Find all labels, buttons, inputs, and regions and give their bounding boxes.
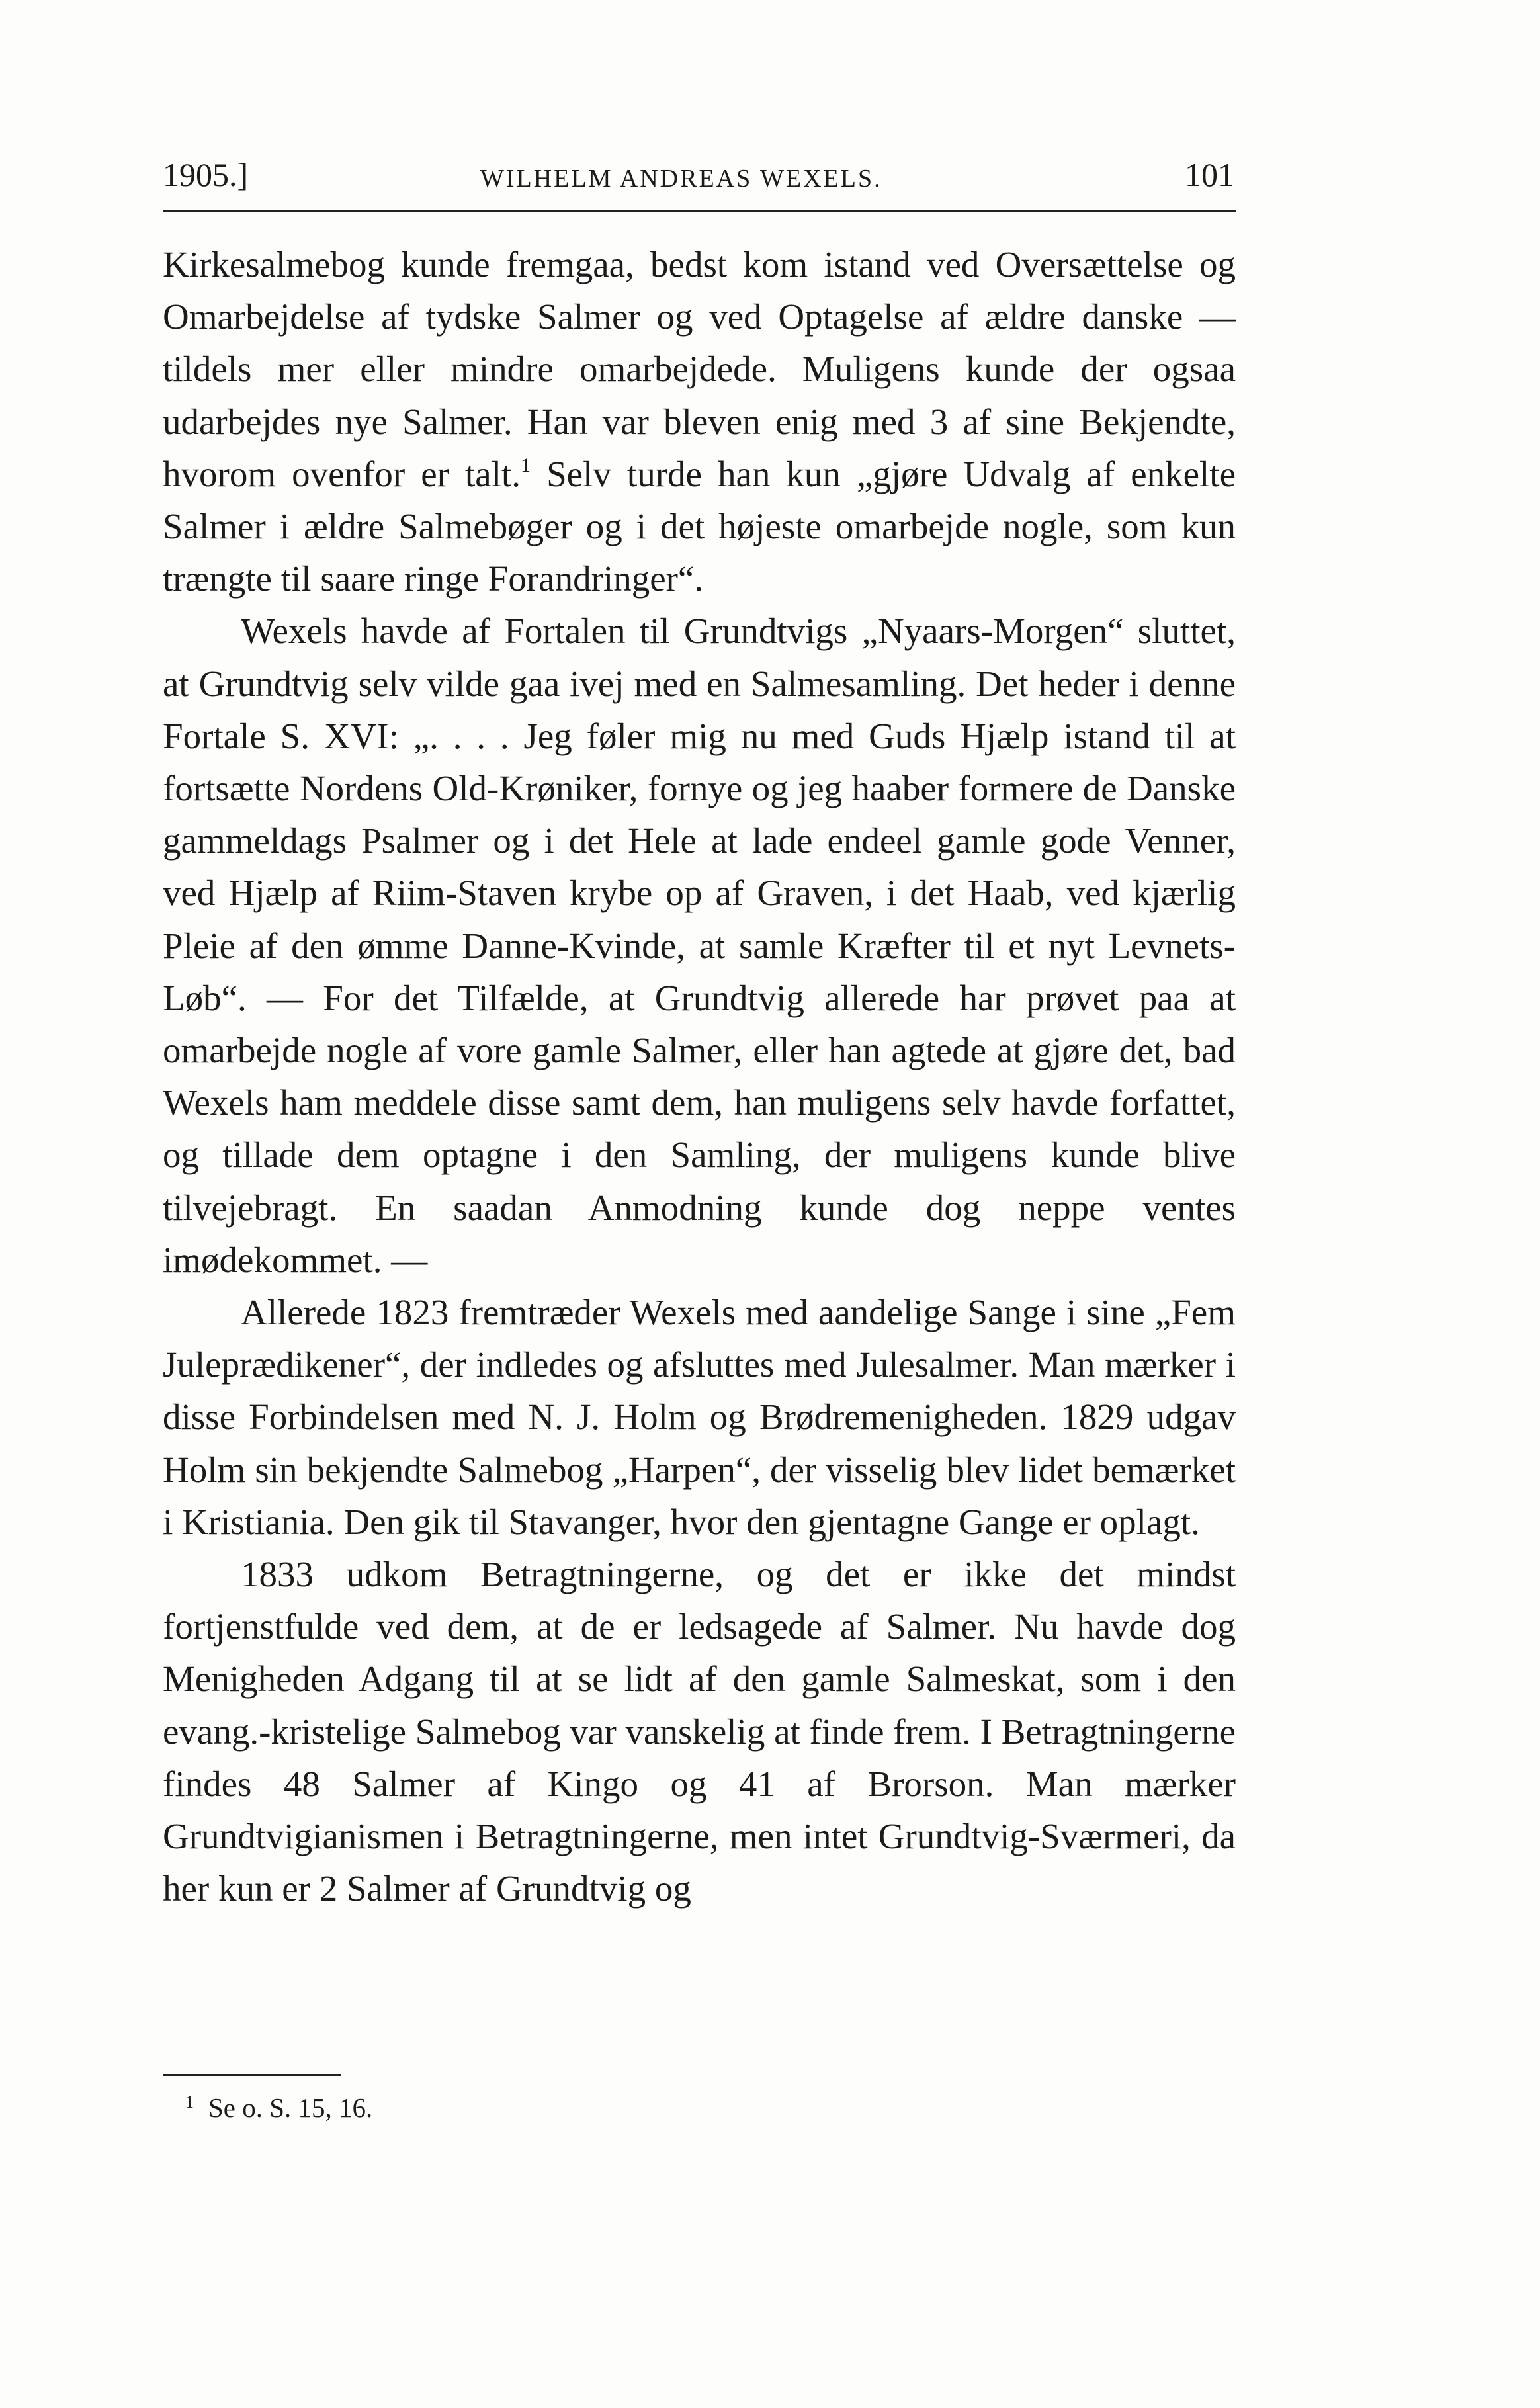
- paragraph-3: Allerede 1823 fremtræder Wexels med aandelige Sange i sine „Fem Juleprædikener“, der indledes og afsluttes med Julesalmer. Man mærker i disse Forbindelsen med N. J. Holm og Brødremenigheden. 1829 udgav Holm sin bekjendte Salmebog „Harpen“, der visselig blev lidet bemærket i Kristiania. Den gik til Stavanger, hvor den gjentagne Gange er oplagt.: [163, 1292, 1236, 1542]
- paragraph-1: [163, 238, 1236, 605]
- running-header: [163, 151, 1234, 198]
- footnote: [185, 2083, 372, 2128]
- body-text: [163, 238, 1236, 1915]
- paragraph-4: 1833 udkom Betragtningerne, og det er ikke det mindst fortjenstfulde ved dem, at de er ledsagede af Salmer. Nu havde dog Menigheden Adgang til at se lidt af den gamle Salmeskat, som i den evang.-kristelige Salmebog var vanskelig at finde frem. I Betragtningerne findes 48 Salmer af Kingo og 41 af Brorson. Man mærker Grundtvigianismen i Betragtningerne, men intet Grundtvig-Sværmeri, da her kun er 2 Salmer af Grundtvig og: [163, 1554, 1236, 1909]
- paragraph-1-part-b: Selv turde han kun „gjøre Udvalg af enkelte Salmer i ældre Salmebøger og i det højeste omarbejde nogle, som kun trængte til saare ringe Forandringer“.: [163, 453, 1236, 599]
- header-year: 1905.]: [163, 156, 249, 193]
- footnote-text: Se o. S. 15, 16.: [208, 2092, 373, 2123]
- page-number: 101: [1185, 156, 1234, 193]
- header-title: WILHELM ANDREAS WEXELS.: [480, 165, 882, 193]
- footnote-rule: [163, 2074, 341, 2076]
- footnote-marker: 1: [185, 2092, 194, 2112]
- header-rule: [163, 210, 1236, 212]
- paragraph-1-part-a: Kirkesalmebog kunde fremgaa, bedst kom istand ved Oversættelse og Omarbejdelse af tydske Salmer og ved Optagelse af ældre danske — tildels mer eller mindre omarbejdede. Muligens kunde der ogsaa udarbejdes nye Salmer. Han var bleven enig med 3 af sine Bekjendte, hvorom ovenfor er talt.: [163, 244, 1236, 494]
- paragraph-2: Wexels havde af Fortalen til Grundtvigs „Nyaars-Morgen“ sluttet, at Grundtvig selv vilde gaa ivej med en Salmesamling. Det heder i denne Fortale S. XVI: „. . . . Jeg føler mig nu med Guds Hjælp istand til at fortsætte Nordens Old-Krøniker, fornye og jeg haaber formere de Danske gammeldags Psalmer og i det Hele at lade endeel gamle gode Venner, ved Hjælp af Riim-Staven krybe op af Graven, i det Haab, ved kjærlig Pleie af den ømme Danne-Kvinde, at samle Kræfter til et nyt Levnets-Løb“. — For det Tilfælde, at Grundtvig allerede har prøvet paa at omarbejde nogle af vore gamle Salmer, eller han agtede at gjøre det, bad Wexels ham meddele disse samt dem, han muligens selv havde forfattet, og tillade dem optagne i den Samling, der muligens kunde blive tilvejebragt. En saadan Anmodning kunde dog neppe ventes imødekommet. —: [163, 611, 1236, 1280]
- footnote-reference: 1: [521, 454, 531, 476]
